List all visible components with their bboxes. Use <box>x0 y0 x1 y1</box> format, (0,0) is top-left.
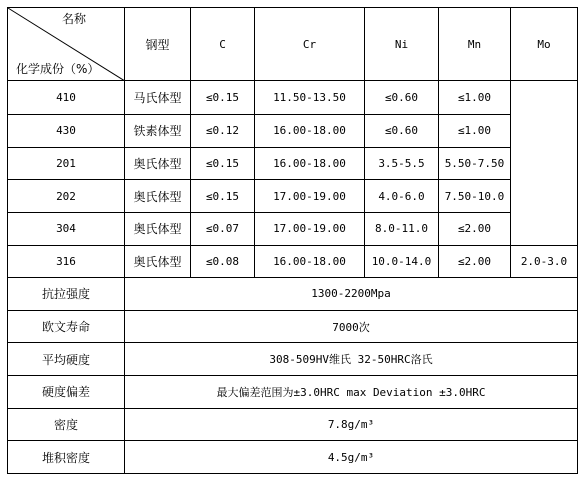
c-cell: ≤0.07 <box>191 212 255 245</box>
header-row <box>8 8 578 81</box>
property-label: 欧文寿命 <box>8 310 125 343</box>
mn-cell: ≤1.00 <box>439 81 511 115</box>
cr-cell: 17.00-19.00 <box>255 180 365 213</box>
header-element-cr: Cr <box>255 8 365 81</box>
property-row <box>8 310 578 343</box>
property-row <box>8 376 578 409</box>
ni-cell: ≤0.60 <box>365 81 439 115</box>
steel-type-cell: 铁素体型 <box>125 115 191 148</box>
property-label: 密度 <box>8 408 125 441</box>
header-element-ni: Ni <box>365 8 439 81</box>
mn-cell: ≤2.00 <box>439 245 511 278</box>
ni-cell: 4.0-6.0 <box>365 180 439 213</box>
mn-cell: ≤1.00 <box>439 115 511 148</box>
steel-type-cell: 马氏体型 <box>125 81 191 115</box>
property-row <box>8 278 578 311</box>
property-value: 4.5g/m³ <box>125 441 578 474</box>
cr-cell: 17.00-19.00 <box>255 212 365 245</box>
steel-type-cell: 奥氏体型 <box>125 180 191 213</box>
property-label: 抗拉强度 <box>8 278 125 311</box>
property-row <box>8 343 578 376</box>
table-row <box>8 245 578 278</box>
table-row <box>8 147 578 180</box>
corner-label-name: 名称 <box>61 12 86 26</box>
property-value: 7000次 <box>125 310 578 343</box>
property-label: 堆积密度 <box>8 441 125 474</box>
c-cell: ≤0.15 <box>191 81 255 115</box>
property-label: 平均硬度 <box>8 343 125 376</box>
mo-cell: 2.0-3.0 <box>511 245 578 278</box>
grade-cell: 410 <box>8 81 125 115</box>
mo-empty-cell <box>511 81 578 245</box>
composition-table <box>7 7 578 474</box>
grade-cell: 202 <box>8 180 125 213</box>
ni-cell: ≤0.60 <box>365 115 439 148</box>
ni-cell: 8.0-11.0 <box>365 212 439 245</box>
c-cell: ≤0.15 <box>191 147 255 180</box>
table-row <box>8 180 578 213</box>
property-value: 7.8g/m³ <box>125 408 578 441</box>
mn-cell: 5.50-7.50 <box>439 147 511 180</box>
property-value: 1300-2200Mpa <box>125 278 578 311</box>
c-cell: ≤0.12 <box>191 115 255 148</box>
cr-cell: 16.00-18.00 <box>255 115 365 148</box>
corner-header-cell <box>8 8 125 81</box>
header-element-c: C <box>191 8 255 81</box>
header-steel-type: 钢型 <box>125 8 191 81</box>
property-row <box>8 441 578 474</box>
mn-cell: 7.50-10.0 <box>439 180 511 213</box>
table-row <box>8 115 578 148</box>
steel-type-cell: 奥氏体型 <box>125 147 191 180</box>
table-row <box>8 81 578 115</box>
cr-cell: 16.00-18.00 <box>255 245 365 278</box>
grade-cell: 430 <box>8 115 125 148</box>
header-element-mo: Mo <box>511 8 578 81</box>
corner-label-composition: 化学成份（%） <box>16 62 100 77</box>
grade-cell: 304 <box>8 212 125 245</box>
cr-cell: 11.50-13.50 <box>255 81 365 115</box>
c-cell: ≤0.08 <box>191 245 255 278</box>
steel-type-cell: 奥氏体型 <box>125 212 191 245</box>
property-value: 最大偏差范围为±3.0HRC max Deviation ±3.0HRC <box>125 376 578 409</box>
ni-cell: 3.5-5.5 <box>365 147 439 180</box>
steel-type-cell: 奥氏体型 <box>125 245 191 278</box>
property-label: 硬度偏差 <box>8 376 125 409</box>
c-cell: ≤0.15 <box>191 180 255 213</box>
property-value: 308-509HV维氏 32-50HRC洛氏 <box>125 343 578 376</box>
grade-cell: 316 <box>8 245 125 278</box>
ni-cell: 10.0-14.0 <box>365 245 439 278</box>
header-element-mn: Mn <box>439 8 511 81</box>
table-row <box>8 212 578 245</box>
property-row <box>8 408 578 441</box>
cr-cell: 16.00-18.00 <box>255 147 365 180</box>
grade-cell: 201 <box>8 147 125 180</box>
mn-cell: ≤2.00 <box>439 212 511 245</box>
